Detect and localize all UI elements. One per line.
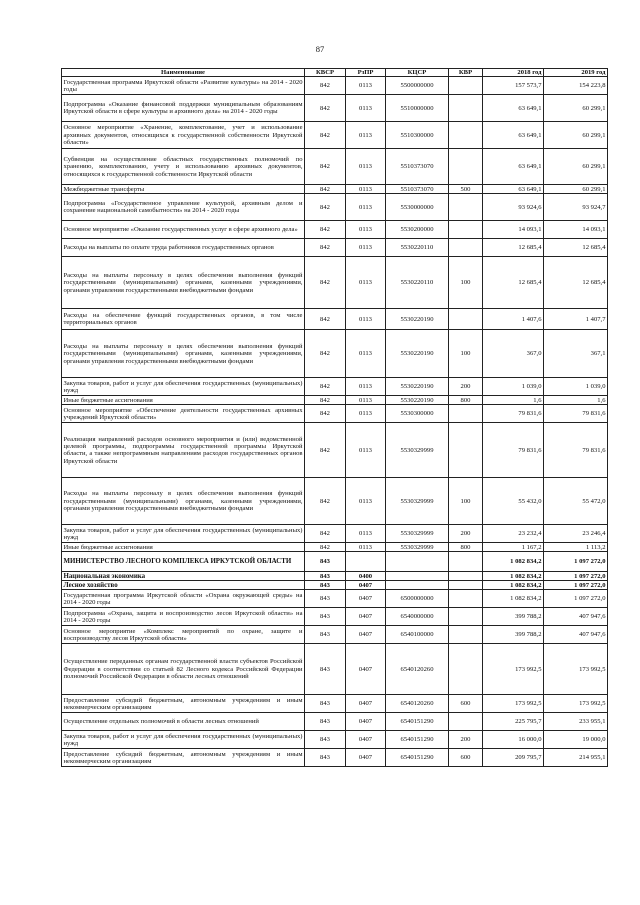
row-2018: 1 039,0 xyxy=(483,378,544,396)
row-2019: 233 955,1 xyxy=(544,713,608,731)
row-kvr xyxy=(449,122,483,149)
table-row xyxy=(62,149,608,185)
row-2019: 173 992,5 xyxy=(544,644,608,695)
row-2019: 367,1 xyxy=(544,330,608,378)
row-kcsr: 5530329999 xyxy=(386,478,449,525)
row-kvr xyxy=(449,626,483,644)
row-rzpr: 0407 xyxy=(346,695,386,713)
row-kcsr xyxy=(386,572,449,581)
row-name: Иные бюджетные ассигнования xyxy=(62,396,305,405)
row-kvr xyxy=(449,713,483,731)
row-name: Расходы на выплаты персоналу в целях обеспечения выполнения функций государственными (муниципальными) органами, казенными учреждениями, органами управления государственными внебюджетными фондами xyxy=(62,257,305,309)
row-name: Предоставление субсидий бюджетным, автономным учреждениям и иным некоммерческим организациям xyxy=(63,696,303,711)
row-2018: 63 649,1 xyxy=(483,185,544,194)
row-rzpr: 0113 xyxy=(346,309,386,330)
row-rzpr: 0113 xyxy=(346,396,386,405)
table-row xyxy=(62,543,608,552)
row-rzpr: 0113 xyxy=(346,122,386,149)
table-row xyxy=(62,122,608,149)
row-2019: 1 097 272,0 xyxy=(544,581,608,590)
table-row xyxy=(62,185,608,194)
row-kvsr: 843 xyxy=(305,749,346,767)
row-kcsr: 6500000000 xyxy=(386,590,449,608)
row-2018: 1 082 834,2 xyxy=(483,552,544,572)
row-2018: 1 082 834,2 xyxy=(483,581,544,590)
row-2018: 399 788,2 xyxy=(483,608,544,626)
table-row xyxy=(62,749,608,767)
row-name: Осуществление отдельных полномочий в области лесных отношений xyxy=(62,713,305,731)
table-row xyxy=(62,77,608,95)
row-name: Закупка товаров, работ и услуг для обеспечения государственных (муниципальных) нужд xyxy=(63,732,303,747)
row-rzpr: 0400 xyxy=(346,572,386,581)
row-kvr xyxy=(449,239,483,257)
row-kvr xyxy=(449,405,483,423)
row-name: Расходы на выплаты по оплате труда работников государственных органов xyxy=(62,239,305,257)
row-kvr xyxy=(449,644,483,695)
table-row xyxy=(62,221,608,239)
row-2018: 1,6 xyxy=(483,396,544,405)
row-2019: 60 299,1 xyxy=(544,185,608,194)
row-name: Основное мероприятие «Обеспечение деятельности государственных архивных учреждений Иркутской области» xyxy=(63,406,303,421)
row-kvsr: 843 xyxy=(305,590,346,608)
row-kcsr: 5530220190 xyxy=(386,330,449,378)
row-kcsr: 5530220190 xyxy=(386,309,449,330)
row-kvsr: 842 xyxy=(305,309,346,330)
row-kvsr: 843 xyxy=(305,644,346,695)
row-2018: 14 093,1 xyxy=(483,221,544,239)
row-2018: 23 232,4 xyxy=(483,525,544,543)
table-row xyxy=(62,239,608,257)
table-row xyxy=(62,581,608,590)
row-name: Основное мероприятие «Хранение, комплектование, учет и использование архивных документов, относящихся к государственной собственности Иркутской области» xyxy=(62,122,305,149)
row-rzpr: 0113 xyxy=(346,185,386,194)
row-name: Иные бюджетные ассигнования xyxy=(62,543,305,552)
row-rzpr: 0113 xyxy=(346,405,386,423)
table-row xyxy=(62,330,608,378)
row-name: Основное мероприятие «Оказание государственных услуг в сфере архивного дела» xyxy=(62,221,305,239)
row-2019: 60 299,1 xyxy=(544,95,608,122)
row-kvsr: 842 xyxy=(305,423,346,478)
table-row xyxy=(62,478,608,525)
row-name: Национальная экономика xyxy=(62,572,305,581)
row-kcsr: 5530220190 xyxy=(386,396,449,405)
row-kcsr: 5500000000 xyxy=(386,77,449,95)
row-rzpr: 0113 xyxy=(346,525,386,543)
row-kcsr: 6540120260 xyxy=(386,695,449,713)
table-row xyxy=(62,608,608,626)
row-2018: 93 924,6 xyxy=(483,194,544,221)
row-kvsr: 842 xyxy=(305,239,346,257)
row-name: Государственная программа Иркутской области «Охрана окружающей среды» на 2014 - 2020 годы xyxy=(63,591,303,606)
row-2018: 79 831,6 xyxy=(483,423,544,478)
row-kvsr: 842 xyxy=(305,478,346,525)
row-2019: 60 299,1 xyxy=(544,122,608,149)
row-2018: 79 831,6 xyxy=(483,405,544,423)
row-kvr: 800 xyxy=(449,543,483,552)
row-2018: 1 167,2 xyxy=(483,543,544,552)
row-2018: 173 992,5 xyxy=(483,695,544,713)
row-2019: 19 000,0 xyxy=(544,731,608,749)
row-kvsr: 843 xyxy=(305,626,346,644)
row-name: Расходы на выплаты персоналу в целях обеспечения выполнения функций государственными (муниципальными) органами, казенными учреждениями, органами управления государственными внебюджетными фондами xyxy=(62,330,305,378)
row-name: МИНИСТЕРСТВО ЛЕСНОГО КОМПЛЕКСА ИРКУТСКОЙ ОБЛАСТИ xyxy=(62,552,305,572)
row-kvr xyxy=(449,309,483,330)
row-kcsr: 5530329999 xyxy=(386,525,449,543)
row-rzpr: 0113 xyxy=(346,378,386,396)
row-kvr: 800 xyxy=(449,396,483,405)
row-kcsr: 5530200000 xyxy=(386,221,449,239)
header-kcsr: КЦСР xyxy=(386,69,449,77)
row-kcsr: 5510373070 xyxy=(386,149,449,185)
row-kvr xyxy=(449,194,483,221)
row-kvr: 200 xyxy=(449,731,483,749)
page-number: 87 xyxy=(315,44,325,54)
row-2019: 407 947,6 xyxy=(544,608,608,626)
row-kvr: 100 xyxy=(449,257,483,309)
row-2019: 55 472,0 xyxy=(544,478,608,525)
table-header-row xyxy=(62,69,608,77)
row-kvsr: 843 xyxy=(305,695,346,713)
row-2018: 1 082 834,2 xyxy=(483,590,544,608)
table-row xyxy=(62,194,608,221)
table-row xyxy=(62,257,608,309)
row-kvsr: 842 xyxy=(305,95,346,122)
row-name: Реализация направлений расходов основного мероприятия и (или) ведомственной целевой программы, подпрограммы государственной программы Иркутской области, а также непрограммным направлениям расходов государственных органов Иркутской области xyxy=(62,423,305,478)
table-body xyxy=(62,77,608,767)
row-rzpr: 0407 xyxy=(346,731,386,749)
row-rzpr xyxy=(346,552,386,572)
row-kvsr: 843 xyxy=(305,572,346,581)
table-row xyxy=(62,695,608,713)
row-name: Расходы на обеспечение функций государственных органов, в том числе территориальных органов xyxy=(62,309,305,330)
row-rzpr: 0407 xyxy=(346,608,386,626)
row-2019: 173 992,5 xyxy=(544,695,608,713)
row-kcsr: 6540100000 xyxy=(386,626,449,644)
row-2019: 14 093,1 xyxy=(544,221,608,239)
row-kvsr: 842 xyxy=(305,525,346,543)
row-name: Государственная программа Иркутской области «Развитие культуры» на 2014 - 2020 годы xyxy=(63,78,303,93)
table-row xyxy=(62,525,608,543)
row-2019: 407 947,6 xyxy=(544,626,608,644)
row-rzpr: 0407 xyxy=(346,590,386,608)
table-row xyxy=(62,572,608,581)
row-kcsr xyxy=(386,552,449,572)
row-2018: 399 788,2 xyxy=(483,626,544,644)
row-kvr xyxy=(449,608,483,626)
table-row xyxy=(62,378,608,396)
row-2019: 12 685,4 xyxy=(544,257,608,309)
row-rzpr: 0113 xyxy=(346,221,386,239)
row-2019: 1,6 xyxy=(544,396,608,405)
row-2018: 63 649,1 xyxy=(483,95,544,122)
row-kcsr: 6540000000 xyxy=(386,608,449,626)
row-2018: 63 649,1 xyxy=(483,149,544,185)
row-rzpr: 0113 xyxy=(346,239,386,257)
row-kcsr: 5530220110 xyxy=(386,239,449,257)
row-kvr: 100 xyxy=(449,330,483,378)
row-2019: 60 299,1 xyxy=(544,149,608,185)
row-2019: 1 113,2 xyxy=(544,543,608,552)
row-2018: 367,0 xyxy=(483,330,544,378)
row-rzpr: 0113 xyxy=(346,95,386,122)
row-rzpr: 0113 xyxy=(346,149,386,185)
row-name: Подпрограмма «Охрана, защита и воспроизводство лесов Иркутской области» на 2014 - 2020 годы xyxy=(63,609,303,624)
row-kvsr: 842 xyxy=(305,378,346,396)
row-2019: 1 407,7 xyxy=(544,309,608,330)
table-row xyxy=(62,552,608,572)
row-rzpr: 0113 xyxy=(346,257,386,309)
row-kvr xyxy=(449,95,483,122)
row-kvsr: 842 xyxy=(305,257,346,309)
table-row xyxy=(62,590,608,608)
row-kvr: 500 xyxy=(449,185,483,194)
row-kvsr: 842 xyxy=(305,396,346,405)
row-kcsr: 5530329999 xyxy=(386,543,449,552)
row-kcsr: 5530329999 xyxy=(386,423,449,478)
row-kvr: 200 xyxy=(449,378,483,396)
table-row xyxy=(62,396,608,405)
table-row xyxy=(62,626,608,644)
row-rzpr: 0113 xyxy=(346,543,386,552)
table-row xyxy=(62,713,608,731)
row-2019: 154 223,8 xyxy=(544,77,608,95)
row-name: Закупка товаров, работ и услуг для обеспечения государственных (муниципальных) нужд xyxy=(63,379,303,394)
row-kcsr: 5530300000 xyxy=(386,405,449,423)
row-kvsr: 843 xyxy=(305,608,346,626)
row-kvr xyxy=(449,149,483,185)
row-name: Предоставление субсидий бюджетным, автономным учреждениям и иным некоммерческим организациям xyxy=(63,750,303,765)
row-kvsr: 842 xyxy=(305,405,346,423)
row-kvsr: 842 xyxy=(305,77,346,95)
row-kvsr: 843 xyxy=(305,713,346,731)
row-kvr xyxy=(449,552,483,572)
row-rzpr: 0113 xyxy=(346,330,386,378)
row-2018: 1 407,6 xyxy=(483,309,544,330)
row-kcsr: 5530220110 xyxy=(386,257,449,309)
row-rzpr: 0407 xyxy=(346,644,386,695)
row-2018: 63 649,1 xyxy=(483,122,544,149)
row-2019: 1 097 272,0 xyxy=(544,552,608,572)
row-name: Осуществление переданных органам государственной власти субъектов Российской Федерации в соответствии со статьей 82 Лесного кодекса Российской Федерации полномочий Российской Федерации в области лесных отношений xyxy=(62,644,305,695)
row-kcsr: 5510373070 xyxy=(386,185,449,194)
header-rzpr: РзПР xyxy=(346,69,386,77)
row-kvr: 100 xyxy=(449,478,483,525)
row-kvsr: 843 xyxy=(305,552,346,572)
row-2019: 79 831,6 xyxy=(544,423,608,478)
row-kvsr: 843 xyxy=(305,731,346,749)
row-2018: 157 573,7 xyxy=(483,77,544,95)
row-name: Основное мероприятие «Комплекс мероприятий по охране, защите и воспроизводству лесов Иркутской области» xyxy=(63,627,303,642)
table-row xyxy=(62,644,608,695)
row-2018: 12 685,4 xyxy=(483,257,544,309)
row-name: Субвенция на осуществление областных государственных полномочий по хранению, комплектованию, учету и использованию архивных документов, относящихся к государственной собственности Иркутской области xyxy=(62,149,305,185)
row-kvr xyxy=(449,77,483,95)
row-2019: 12 685,4 xyxy=(544,239,608,257)
row-kvr: 600 xyxy=(449,749,483,767)
row-rzpr: 0407 xyxy=(346,749,386,767)
row-2018: 209 795,7 xyxy=(483,749,544,767)
row-kvr xyxy=(449,221,483,239)
row-kvr xyxy=(449,590,483,608)
row-2018: 55 432,0 xyxy=(483,478,544,525)
row-rzpr: 0113 xyxy=(346,194,386,221)
header-2018: 2018 год xyxy=(483,69,544,77)
header-kvsr: КВСР xyxy=(305,69,346,77)
row-2018: 1 082 834,2 xyxy=(483,572,544,581)
header-name: Наименование xyxy=(62,69,305,77)
row-kvsr: 842 xyxy=(305,194,346,221)
row-kcsr xyxy=(386,581,449,590)
row-2018: 16 000,0 xyxy=(483,731,544,749)
row-kcsr: 5510300000 xyxy=(386,122,449,149)
row-2018: 225 795,7 xyxy=(483,713,544,731)
row-name: Расходы на выплаты персоналу в целях обеспечения выполнения функций государственными (муниципальными) органами, казенными учреждениями, органами управления государственными внебюджетными фондами xyxy=(62,478,305,525)
row-kvsr: 842 xyxy=(305,543,346,552)
row-kvsr: 842 xyxy=(305,330,346,378)
table-row xyxy=(62,423,608,478)
row-kvsr: 842 xyxy=(305,185,346,194)
row-rzpr: 0113 xyxy=(346,77,386,95)
row-kvr xyxy=(449,572,483,581)
row-kvsr: 842 xyxy=(305,122,346,149)
row-kvr xyxy=(449,581,483,590)
table-row xyxy=(62,405,608,423)
row-2018: 12 685,4 xyxy=(483,239,544,257)
header-kvr: КВР xyxy=(449,69,483,77)
row-kcsr: 6540151290 xyxy=(386,731,449,749)
row-2018: 173 992,5 xyxy=(483,644,544,695)
row-kcsr: 6540120260 xyxy=(386,644,449,695)
row-rzpr: 0407 xyxy=(346,713,386,731)
row-name: Подпрограмма «Государственное управление культурой, архивным делом и сохранение национальной самобытности» на 2014 - 2020 годы xyxy=(62,194,305,221)
row-2019: 79 831,6 xyxy=(544,405,608,423)
row-rzpr: 0407 xyxy=(346,581,386,590)
row-rzpr: 0407 xyxy=(346,626,386,644)
row-kvr xyxy=(449,423,483,478)
row-2019: 1 097 272,0 xyxy=(544,590,608,608)
row-rzpr: 0113 xyxy=(346,423,386,478)
header-2019: 2019 год xyxy=(544,69,608,77)
row-kvsr: 843 xyxy=(305,581,346,590)
row-kcsr: 5510000000 xyxy=(386,95,449,122)
budget-table xyxy=(61,68,608,767)
row-name: Закупка товаров, работ и услуг для обеспечения государственных (муниципальных) нужд xyxy=(63,526,303,541)
row-2019: 23 246,4 xyxy=(544,525,608,543)
table-row xyxy=(62,95,608,122)
row-rzpr: 0113 xyxy=(346,478,386,525)
row-name: Межбюджетные трансферты xyxy=(62,185,305,194)
row-kvsr: 842 xyxy=(305,149,346,185)
table-row xyxy=(62,309,608,330)
row-kcsr: 6540151290 xyxy=(386,713,449,731)
row-kcsr: 5530000000 xyxy=(386,194,449,221)
table-row xyxy=(62,731,608,749)
row-name: Лесное хозяйство xyxy=(62,581,305,590)
row-kvr: 200 xyxy=(449,525,483,543)
row-kcsr: 5530220190 xyxy=(386,378,449,396)
row-2019: 1 039,0 xyxy=(544,378,608,396)
row-2019: 93 924,7 xyxy=(544,194,608,221)
row-kcsr: 6540151290 xyxy=(386,749,449,767)
row-2019: 1 097 272,0 xyxy=(544,572,608,581)
row-kvsr: 842 xyxy=(305,221,346,239)
row-name: Подпрограмма «Оказание финансовой поддержки муниципальным образованиям Иркутской области в сфере культуры и архивного дела» на 2014 - 2020 годы xyxy=(62,95,305,122)
row-kvr: 600 xyxy=(449,695,483,713)
row-2019: 214 955,1 xyxy=(544,749,608,767)
